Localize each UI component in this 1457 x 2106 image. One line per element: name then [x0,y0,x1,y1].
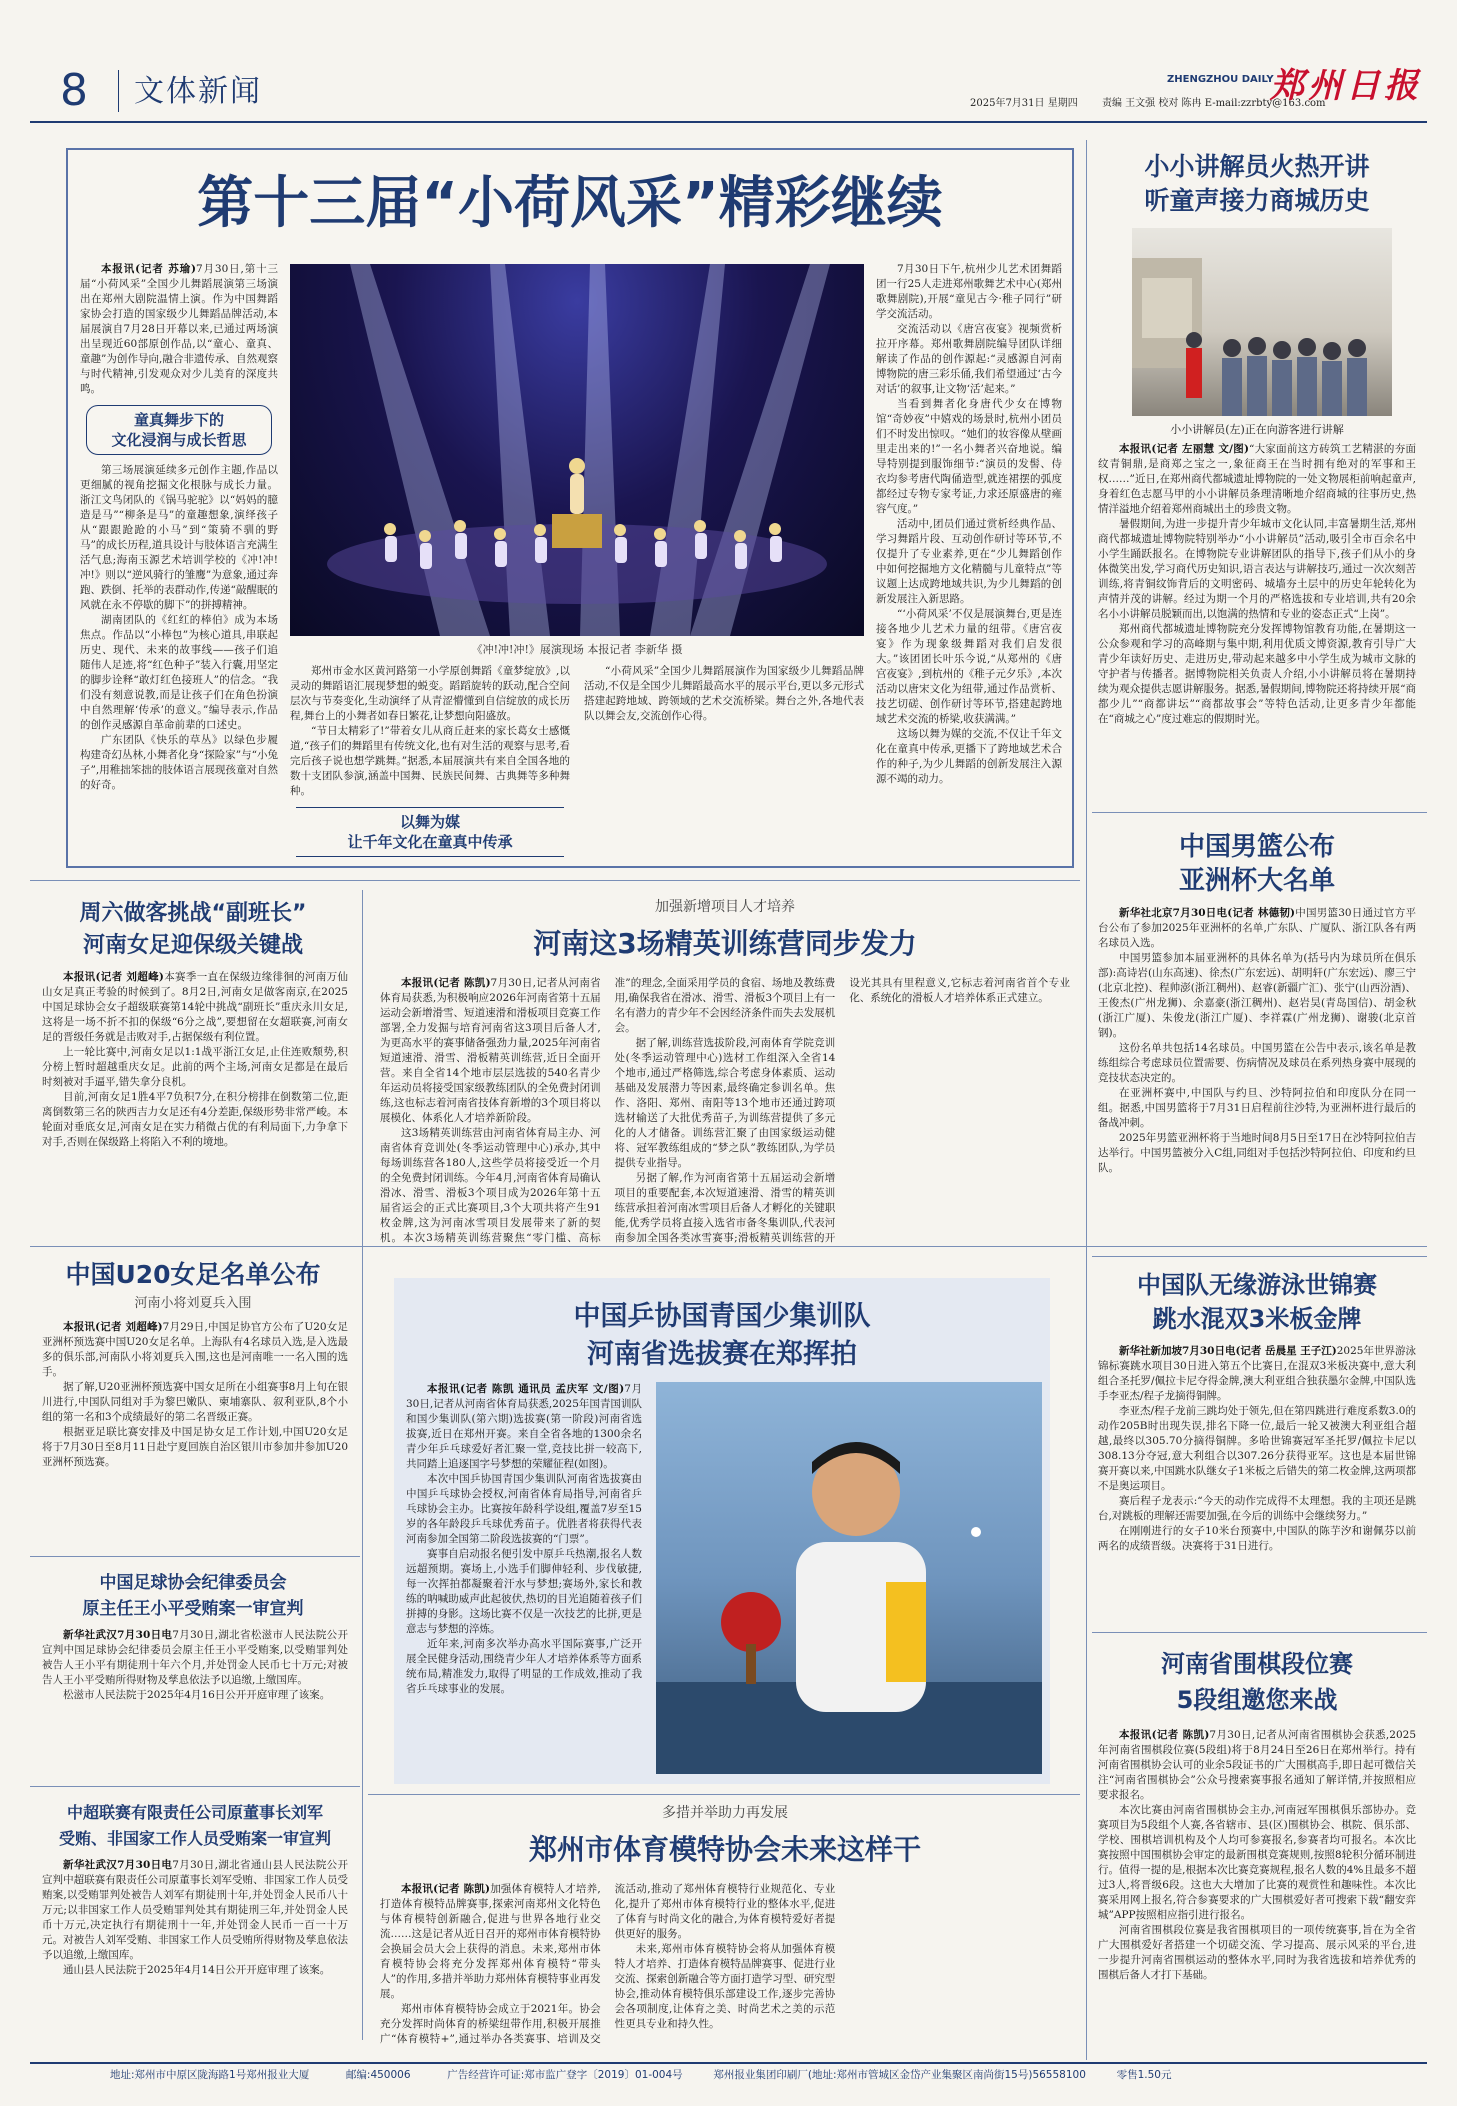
diving-body [1098,1344,1416,1624]
paper-logo: 郑州日报 [1270,66,1422,106]
basketball-headline: 中国男篮公布 亚洲杯大名单 [1178,832,1335,896]
caf-byline: 新华社武汉7月30日电 [63,1629,173,1641]
afc-p2: 上一轮比赛中,河南女足以1:1战平浙江女足,止住连败颓势,积分榜上暂时超越重庆女足。此前的两个主场,河南女足都是在最后时刻被对手逼平,错失拿分良机。 [42,1046,348,1088]
diving-byline: 新华社新加坡7月30日电(记者 岳晨星 王子江) [1119,1345,1337,1357]
afc-p3: 目前,河南女足1胜4平7负积7分,在积分榜排在倒数第二位,距离倒数第三名的陕西吉力女足还有4分差距,保级形势非常严峻。本轮面对垂底女足,河南女足在实力稍微占优的有利局面下,力争拿下对手,否则在保级路上将陷入不利的境地。 [42,1091,348,1148]
camp-byline: 本报讯(记者 陈凯) [401,977,491,989]
lead-story-box [66,148,1074,868]
pingpong-body [406,1382,642,1774]
models-byline: 本报讯(记者 陈凯) [401,1883,490,1895]
go-headline: 河南省围棋段位赛 5段组邀您来战 [1161,1650,1353,1714]
lead-middle-columns [290,664,864,860]
date-line: 2025年7月31日 星期四 [970,98,1078,109]
basketball-p3: 这份名单共包括14名球员。中国男篮在公告中表示,该名单是教练组综合考虑球员位置需要、伤病情况及球员在系列热身赛中展现的竞技状态决定的。 [1098,1042,1416,1084]
lead-subhead-1: 童真舞步下的 文化浸润与成长哲思 [86,405,272,455]
u20-p1: 7月29日,中国足协官方公布了U20女足亚洲杯预选赛中国U20女足名单。上海队有4名球员入选,是入选最多的俱乐部,河南队小将刘夏兵入围,这也是河南唯一一名入围的选手。 [42,1321,348,1378]
afc-body [42,970,348,1238]
diving-p3: 赛后程子龙表示:“今天的动作完成得不太理想。我的主项还是跳台,对跳板的理解还需要加强,在今后的训练中会继续努力。” [1098,1495,1416,1522]
u20-p2: 据了解,U20亚洲杯预选赛中国女足所在小组赛事8月上旬在银川进行,中国队同组对手为黎巴嫩队、柬埔寨队、叙利亚队,8个小组的第一名和3个成绩最好的第二名晋级正赛。 [42,1381,348,1423]
basketball-body [1098,906,1416,1236]
section-name: 文体新闻 [134,74,262,109]
caf-headline: 中国足球协会纪律委员会 原主任王小平受贿案一审宣判 [82,1573,304,1619]
u20-byline: 本报讯(记者 刘超峰) [63,1321,163,1333]
csl-byline: 新华社武汉7月30日电 [63,1859,173,1871]
lead-p5: 郑州市金水区黄河路第一小学原创舞蹈《童梦绽放》,以灵动的舞蹈语汇展现梦想的蜕变。蹈蹈旋转的跃动,配合空间层次与节奏变化,生动演绎了从青涩懵懂到自信绽放的成长历程,舞台上的小舞者如春日繁花,让梦想向阳盛放。 [290,665,570,722]
csl-headline: 中超联赛有限责任公司原董事长刘军 受贿、非国家工作人员受贿案一审宣判 [58,1803,331,1848]
kids-body [1098,442,1416,806]
go-p3: 河南省围棋段位赛是我省围棋项目的一项传统赛事,旨在为全省广大围棋爱好者搭建一个切磋交流、学习提高、展示风采的平台,进一步提升河南省围棋运动的整体水平,同时为我省选拔和培养优秀的围棋后备人才打下基础。 [1098,1924,1416,1981]
diving-p2: 李亚杰/程子龙前三跳均处于领先,但在第四跳进行难度系数3.0的动作205B时出现失误,排名下降一位,最后一轮又被澳大利亚组合超越,最终以305.70分摘得铜牌。多哈世锦赛冠军圣托罗/佩拉卡尼以308.13分夺冠,意大利组合以307.26分获得亚军。这也是本届世锦赛开赛以来,中国跳水队继女子1米板之后错失的第二枚金牌,这两项都不是奥运项目。 [1098,1405,1416,1492]
lead-photo-caption: 《冲!冲!冲!》展演现场 本报记者 李新华 摄 [471,643,683,656]
csl-body [42,1858,348,2054]
basketball-p5: 2025年男篮亚洲杯将于当地时间8月5日至17日在沙特阿拉伯吉达举行。中国男篮被分入C组,同组对手包括沙特阿拉伯、印度和约旦队。 [1098,1132,1416,1174]
go-byline: 本报讯(记者 陈凯) [1119,1729,1210,1741]
basketball-p2: 中国男篮参加本届亚洲杯的具体名单为(括号内为球员所在俱乐部):高诗岩(山东高速)、徐杰(广东宏远)、胡明轩(广东宏远)、廖三宁(北京北控)、程帅澎(浙江稠州)、赵睿(新疆广汇)、张宁(山西汾酒)、王俊杰(广州龙狮)、余嘉豪(浙江稠州)、赵岩昊(青岛国信)、胡金秋(浙江广厦)、朱俊龙(浙江广厦)、李祥霖(广州龙狮)、谢骏(北京首钢)。 [1098,952,1416,1039]
lead-p3: 湖南团队的《红红的棒伯》成为本场焦点。作品以“小棒包”为核心道具,串联起历史、现代、未来的故事线——孩子们追随伟人足迹,将“红色种子”装入行囊,用坚定的脚步诠释“敢灯红色接班人”的信念。“我们没有刻意说教,而是让孩子们在角色扮演中自然理解‘传承’的意义。”编导表示,作品的创作灵感源自革命前辈的口述史。 [80,614,278,731]
pingpong-byline: 本报讯(记者 陈凯 通讯员 孟庆军 文/图) [427,1383,625,1395]
camp-p2: 这3场精英训练营由河南省体育局主办、河南省体育竞训处(冬季运动管理中心)承办,其中每场训练营各180人,这些学员将接受近一个月的全免费封闭训练。今年4月,河南省体育局确认滑冰、滑雪、滑板3个项目成为2026年第十五届省运会的正式比赛项目,3个大项共将产生91枚金牌,这为河南冰雪项目发展带来了新的契机。本次3场精英训练营聚焦“零门槛、高标准”的理念,全面采用学员的食宿、场地及教练费用,确保我省在滑冰、滑雪、滑板3个项目上有一名有潜力的青少年不会因经济条件而失去发展机会。 [380,977,836,1244]
diving-p1: 2025年世界游泳锦标赛跳水项目30日进入第五个比赛日,在混双3米板决赛中,意大利组合圣托罗/佩拉卡尼夺得金牌,澳大利亚组合独获墨尔金牌,中国队选手李亚杰/程子龙摘得铜牌。 [1098,1345,1416,1402]
models-kicker: 多措并举助力再发展 [662,1805,788,1821]
footer-postcode: 邮编:450006 [345,2069,411,2081]
lead-p7: “小荷风采”全国少儿舞蹈展演作为国家级少儿舞蹈品牌活动,不仅是全国少儿舞蹈最高水平的展示平台,更以多元形式搭建起跨地域、跨领域的艺术交流桥梁。舞台之外,各地代表队以舞会友,交流创作心得。 [584,665,864,722]
camp-body [380,976,1070,1246]
go-body [1098,1728,1416,2054]
pingpong-p3: 赛事自启动报名便引发中原乒乓热潮,报名人数远超预期。赛场上,小选手们脚伸轻利、步伐敏捷,每一次挥拍都凝聚着汗水与梦想;赛场外,家长和教练的呐喊助威声此起彼伏,热切的目光追随着孩子们拼搏的身影。这场比赛不仅是一次技艺的比拼,更是意志与梦想的淬炼。 [406,1548,642,1635]
lead-p1: 7月30日,第十三届“小荷风采”全国少儿舞蹈展演第三场演出在郑州大剧院温情上演。作为中国舞蹈家协会打造的国家级少儿舞蹈品牌活动,本届展演自7月28日开幕以来,已通过两场演出呈现近60部原创作品,以“童心、童真、童趣”为创作导向,融合非遗传承、自然观察与时代精神,引发观众对少儿美育的深度共鸣。 [80,263,278,395]
kids-p3: 郑州商代都城遗址博物院充分发挥博物馆教育功能,在暑期这一公众参观和学习的高峰期与集中期,利用优质文博资源,教育引导广大青少年读好历史、走进历史,带动起来越多中小学生成为城市文脉的守护者与传播者。据博物院相关负责人介绍,小小讲解员将在暑期持续为观众提供志愿讲解服务。据悉,暑假期间,博物院还将持续开展“商都少儿”“商都讲坛”“商都故事会”等特色活动,让更多青少年都能在“商城之心”度过难忘的假期时光。 [1098,623,1416,725]
basketball-p4: 在亚洲杯赛中,中国队与约旦、沙特阿拉伯和印度队分在同一组。据悉,中国男篮将于7月31日启程前往沙特,为亚洲杯进行最后的备战冲刺。 [1098,1087,1416,1129]
afc-p1: 本赛季一直在保级边缘徘徊的河南万仙山女足真正考验的时候到了。8月2日,河南女足做客南京,在2025中国足球协会女子超级联赛第14轮中挑战“副班长”重庆永川女足,这将是一场不折不扣的保级“6分之战”,要想留在女超联赛,河南女足的晋级任务就是击败对手,占据保级有利位置。 [42,971,348,1043]
lead-byline: 本报讯(记者 苏瑜) [101,263,196,275]
models-p2: 郑州市体育模特协会成立于2021年。协会充分发挥时尚体育的桥梁纽带作用,积极开展推广“体育模特+”,通过举办各类赛事、培训及交流活动,推动了郑州体育模特行业规范化、专业化,提升了郑州市体育模特行业的整体水平,促进了体育与时尚文化的融合,为体育模特爱好者提供更好的服务。 [380,1883,836,2045]
camp-kicker: 加强新增项目人才培养 [655,899,795,915]
lead-p10: 当看到舞者化身唐代少女在博物馆“奇妙夜”中嬉戏的场景时,杭州小团员们不时发出惊叹。“她们的妆容像从壁画里走出来的!”一名小舞者兴奋地说。编导特别提到服饰细节:“演员的发髻、侍衣均参考唐代陶俑造型,就连裙摆的弧度都经过专物专家考证,力求还原盛唐的雍容气度。” [876,398,1062,515]
kids-photo [1132,228,1392,416]
u20-subtitle: 河南小将刘夏兵入围 [134,1296,252,1311]
go-p1: 7月30日,记者从河南省围棋协会获悉,2025年河南省围棋段位赛(5段组)将于8月24日至26日在郑州举行。持有河南省围棋协会认可的业余5段证书的广大围棋高手,即日起可微信关注“河南省围棋协会”公众号搜索赛事报名通知了解详情,并按照相应要求报名。 [1098,1729,1416,1801]
camp-p1: 7月30日,记者从河南省体育局获悉,为积极响应2026年河南省第十五届运动会新增滑雪、短道速滑和滑板项目竞赛工作部署,全力发掘与培育河南省这3项目后备人才,为更高水平的赛事储备强劲力量,2025年河南省短道速滑、滑雪、滑板精英训练营,近日全面开营。来自全省14个地市层层选拔的540名青少年运动员将接受国家级教练团队的全免费封闭训练,这也标志着河南省技体育新增的3个项目将以展模化、体系化人才培养新阶段。 [380,977,601,1124]
models-headline: 郑州市体育模特协会未来这样干 [528,1833,921,1866]
lead-headline: 第十三届“小荷风采”精彩继续 [197,171,943,236]
lead-p13: 这场以舞为媒的交流,不仅让千年文化在童真中传承,更播下了跨地域艺术合作的种子,为少儿舞蹈的创新发展注入源源不竭的动力。 [876,728,1062,785]
camp-p4: 另据了解,作为河南省第十五届运动会新增项目的重要配套,本次短道速滑、滑雪的精英训练营承担着河南冰雪项目后备人才孵化的关键职能,优秀学员将直接入选省市备冬集训队,代表河南参加全国各类冰雪赛事;滑板精英训练营的开设光其具有里程意义,它标志着河南省首个专业化、系统化的滑板人才培养体系正式建立。 [614,977,1070,1244]
kids-p2: 暑假期间,为进一步提升青少年城市文化认同,丰富暑期生活,郑州商代都城遗址博物院特别举办“小小讲解员”活动,吸引全市百余名中小学生踊跃报名。在博物院专业讲解团队的指导下,孩子们从小的身体微笑出发,学习商代历史知识,语言表达与讲解技巧,通过一次次刻苦训练,将青铜纹饰背后的文明密码、城墙夯土层中的历史年轮转化为声情并茂的讲解。经过为期一个月的严格选拔和专业培训,共有20余名小小讲解员脱颖而出,以饱满的热情和专业的姿态正式“上岗”。 [1098,518,1416,620]
afc-headline: 周六做客挑战“副班长” 河南女足迎保级关键战 [79,901,307,958]
lead-p12: “‘小荷风采’不仅是展演舞台,更是连接各地少儿艺术力量的纽带。《唐宫夜宴》作为现象级舞蹈对我们启发很大。”该团团长叶乐今说,“从郑州的《唐宫夜宴》,到杭州的《稚子元夕乐》,本次活动以唐宋文化为纽带,通过作品赏析、技艺切磋、创作研讨等环节,搭建起跨地域艺术交流的桥梁,收获满满。” [876,608,1062,725]
kids-photo-caption: 小小讲解员(左)正在向游客进行讲解 [1170,423,1344,436]
lead-p8: 7月30日下午,杭州少儿艺术团舞蹈团一行25人走进郑州歌舞艺术中心(郑州歌舞剧院),开展“童见古今·稚子同行”研学交流活动。 [876,263,1062,320]
footer-address: 地址:郑州市中原区陇海路1号郑州报业大厦 [110,2069,310,2081]
editor-line: 责编 王文强 校对 陈冉 E-mail:zzrbty@163.com [1102,98,1326,109]
u20-headline: 中国U20女足名单公布 [65,1260,321,1289]
footer-price: 零售1.50元 [1116,2069,1172,2081]
caf-p1: 7月30日,湖北省松滋市人民法院公开宣判中国足球协会纪律委员会原主任王小平受贿案,以受贿罪判处被告人王小平有期徒刑十年六个月,并处罚金人民币七十万元;对被告人王小平受贿所得财物及孳息依法予以追缴,上缴国库。 [42,1629,348,1686]
pingpong-p4: 近年来,河南多次举办高水平国际赛事,广泛开展全民健身活动,围绕青少年人才培养体系等方面系统布局,精准发力,取得了明显的工作成效,推动了我省乒乓球事业的发展。 [406,1638,642,1695]
kids-headline: 小小讲解员火热开讲 听童声接力商城历史 [1144,152,1370,215]
table-tennis-player-graphic [656,1382,1042,1774]
stage-lights-graphic [290,264,864,636]
basketball-byline: 新华社北京7月30日电(记者 林德韧) [1119,907,1296,919]
pingpong-p1: 7月30日,记者从河南省体育局获悉,2025年国青国训队和国少集训队(第六期)选拔赛(第一阶段)河南省选拔赛,近日在郑州开赛。来自全省各地的1300余名青少年乒乓球爱好者汇聚一堂,竞技比拼一较高下,共同踏上追逐国字号梦想的荣耀征程(如图)。 [406,1383,642,1470]
diving-p4: 在刚刚进行的女子10米台预赛中,中国队的陈芋汐和谢佩芬以前两名的成绩晋级。决赛将于31日进行。 [1098,1525,1416,1552]
go-p2: 本次比赛由河南省围棋协会主办,河南冠军围棋俱乐部协办。竞赛项目为5段组个人赛,各省辖市、县(区)围棋协会、棋院、俱乐部、学校、围棋培训机构及个人均可参赛报名,参赛者均可报名。本次比赛按照中国围棋协会审定的最新围棋竞赛规则,按照8轮积分循环制进行。值得一提的是,根据本次比赛竞赛规程,报名人数的4%且最多不超过3人,将晋级6段。这也大大增加了比赛的观赏性和趣味性。本次比赛采用网上报名,符合参赛要求的广大围棋爱好者可搜索下载“翻安弈城”APP按照相应指引进行报名。 [1098,1804,1416,1921]
u20-p3: 根据亚足联比赛安排及中国足协女足工作计划,中国U20女足将于7月30日至8月11日赴宁夏回族自治区银川市参加井参加U20亚洲杯预选赛。 [42,1426,348,1468]
basketball-p1: 中国男篮30日通过官方平台公布了参加2025年亚洲杯的名单,广东队、广厦队、浙江队各有两名球员入选。 [1098,907,1416,949]
masthead [30,62,1427,118]
pingpong-photo [656,1382,1042,1774]
models-p1: 加强体育模特人才培养,打造体育模特品牌赛事,探索河南郑州文化特色与体育模特创新融合,促进与世界各地行业交流……这是记者从近日召开的郑州市体育模特协会换届会员大会上获得的消息。未来,郑州市体育模特协会将充分发挥郑州体育模特“带头人”的作用,多措并举助力郑州体育模特事业再发展。 [380,1883,601,2000]
kids-p1: “大家面前这方砖筑工艺精湛的夯面纹青铜鼎,是商郑之宝之一,象征商王在当时拥有绝对的军事和王权……”近日,在郑州商代都城遗址博物院的一处文物展柜前响起童声,身着红色志愿马甲的小小讲解员条理清晰地介绍商城的往事历史,热情洋溢地介绍着郑州商城出土的珍贵文物。 [1098,443,1416,515]
camp-headline: 河南这3场精英训练营同步发力 [533,927,917,960]
pingpong-box [394,1278,1050,1784]
afc-byline: 本报讯(记者 刘超峰) [63,971,164,983]
lead-p11: 活动中,团员们通过赏析经典作品、学习舞蹈片段、互动创作研讨等环节,不仅提升了专业素养,更在“少儿舞蹈创作中如何挖掘地方文化精髓与儿童特点”等议题上达成跨地域共识,为少儿舞蹈的创新发展注入新思路。 [876,518,1062,605]
footer [110,2068,1410,2083]
csl-p2: 通山县人民法院于2025年4月14日公开开庭审理了该案。 [63,1964,331,1976]
footer-license: 广告经营许可证:郑市监广登字〔2019〕01-004号 [447,2069,683,2081]
camp-p3: 据了解,训练营选拔阶段,河南体育学院竞训处(冬季运动管理中心)选材工作组深入全省14个地市,通过严格筛选,综合考虑身体素质、运动基础及发展潜力等因素,最终确定参训名单。焦作、洛阳、郑州、南阳等13个地市还通过跨项选材输送了大批优秀苗子,为训练营提供了多元化的人才储备。训练营汇聚了由国家级运动健将、冠军教练组成的“梦之队”教练团队,为学员提供专业指导。 [614,1037,836,1169]
caf-p2: 松滋市人民法院于2025年4月16日公开开庭审理了该案。 [63,1689,331,1701]
lead-column-right [876,262,1062,860]
models-body [380,1882,1070,2052]
paper-en-name: ZHENGZHOU DAILY [1167,74,1274,85]
lead-subhead-2: 以舞为媒 让千年文化在童真中传承 [296,807,564,857]
page-number: 8 [60,65,88,116]
lead-p9: 交流活动以《唐宫夜宴》视频赏析拉开序幕。郑州歌舞剧院编导团队详细解读了作品的创作源起:“灵感源自河南博物院的唐三彩乐俑,我们希望通过‘古今对话’的叙事,让文物‘活’起来。” [876,323,1062,395]
footer-printer: 郑州报业集团印刷厂(地址:郑州市管城区金岱产业集聚区南尚街15号)56558100 [713,2069,1086,2081]
diving-headline: 中国队无缘游泳世锦赛 跳水混双3米板金牌 [1137,1271,1377,1333]
lead-column-1 [80,262,278,793]
exhibit-hall-graphic [1132,228,1392,416]
models-p3: 未来,郑州市体育模特协会将从加强体育模特人才培养、打造体育模特品牌赛事、促进行业交流、探索创新融合等方面打造学习型、研究型协会,推动体育模特俱乐部建设工作,逐步完善协会各项制度,让体育之美、时尚艺术之美的示范性更具专业和持久性。 [614,1943,836,2030]
lead-photo [290,264,864,636]
caf-body [42,1628,348,1780]
u20-body [42,1320,348,1548]
csl-p1: 7月30日,湖北省通山县人民法院公开宣判中超联赛有限责任公司原董事长刘军受贿、非国家工作人员受贿案,以受贿罪判处被告人刘军有期徒刑十年,并处罚金人民币八十万元;以非国家工作人员受贿罪判处其有期徒刑三年,并处罚金人民币十万元,决定执行有期徒刑十一年,并处罚金人民币一百一十万元。对被告人刘军受贿、非国家工作人员受贿所得财物及孳息依法予以追缴,上缴国库。 [42,1859,348,1961]
lead-p2: 第三场展演延续多元创作主题,作品以更细腻的视角挖掘文化根脉与成长力量。浙江文鸟闭队的《锅马驼驼》以“妈妈的臆造是马”“柳条是马”的童趣想象,演绎孩子从“跟跟跄跄的小马”到“策骑不驯的野马”的成长历程,道具设计与肢体语言充满生活气息;海南玉源艺术培训学校的《冲!冲!冲!》则以“逆风骑行的雏鹰”为意象,通过奔跑、跌倒、托举的表群动作,传递“敲醒眠的风就在永不停歇的脚下”的拼搏精神。 [80,464,278,611]
lead-p4: 广东团队《快乐的草丛》以绿色步履构建奇幻丛林,小舞者化身“探险家”与“小兔子”,用稚拙笨拙的肢体语言展现孩童对自然的好奇。 [80,734,278,791]
lead-p6: “节日太精彩了!”带着女儿从商丘赶来的家长葛女士感慨道,“孩子们的舞蹈里有传统文化,也有对生活的观察与思考,看完后孩子说也想学跳舞。”据悉,本届展演共有来自全国各地的数十支团队参演,涵盖中国舞、民族民间舞、古典舞等多种舞种。 [290,725,570,797]
kids-byline: 本报讯(记者 左丽慧 文/图) [1119,443,1249,455]
pingpong-p2: 本次中国乒协国青国少集训队河南省选拔赛由中国乒乓球协会授权,河南省体育局指导,河南省乒乓球协会主办。比赛按年龄科学设组,覆盖7岁至15岁的各年龄段乒乓球优秀苗子。优胜者将获得代表河南参加全国第二阶段选拔赛的“门票”。 [406,1473,642,1545]
pingpong-headline: 中国乒协国青国少集训队 河南省选拔赛在郑挥拍 [573,1301,871,1370]
